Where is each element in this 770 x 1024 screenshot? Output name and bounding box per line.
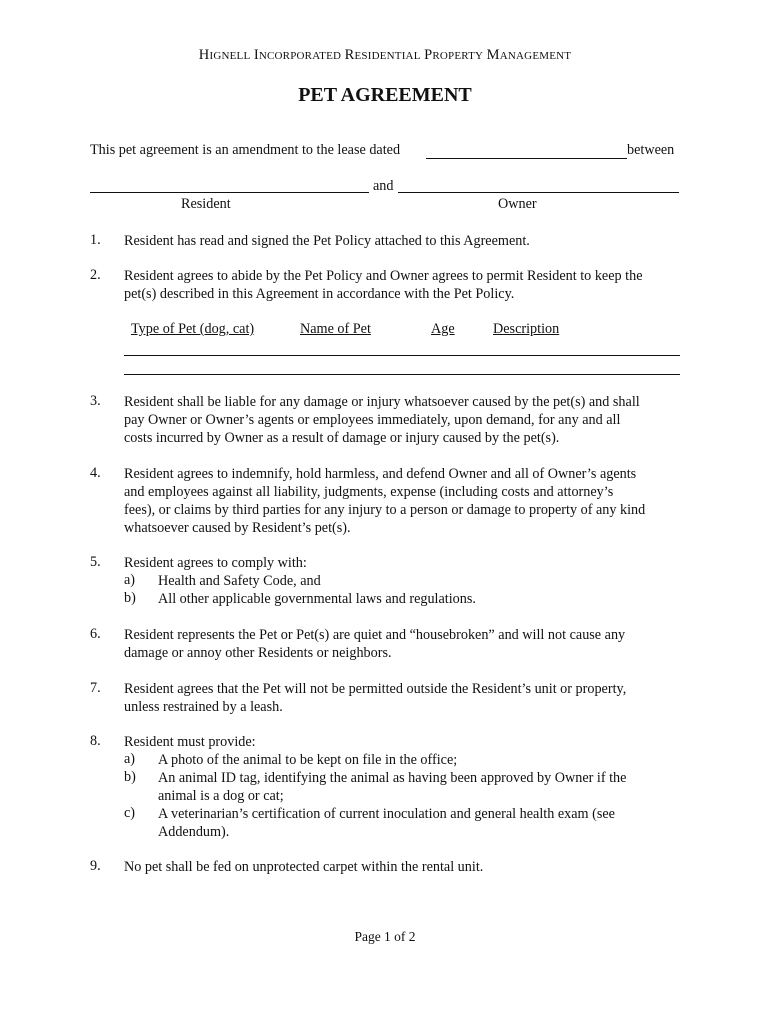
item-text: Resident agrees that the Pet will not be permitted outside the Resident’s unit or property, unless restrained by a leash.: [124, 681, 627, 715]
sub-item-label: a): [124, 572, 136, 588]
intro-between: between: [627, 142, 675, 158]
sub-item-label: b): [124, 769, 136, 785]
resident-label: Resident: [181, 196, 231, 212]
item-number: 1.: [90, 232, 101, 248]
intro-text: This pet agreement is an amendment to the lease dated: [90, 142, 401, 158]
item-text: No pet shall be fed on unprotected carpet within the rental unit.: [124, 859, 484, 875]
resident-name-line[interactable]: [90, 192, 369, 193]
pet-table-header-age: Age: [431, 321, 455, 337]
pet-table-header-type: Type of Pet (dog, cat): [131, 321, 255, 337]
page-number: Page 1 of 2: [354, 929, 416, 944]
header-word: RESIDENTIAL: [344, 47, 421, 63]
item-text: Resident agrees to abide by the Pet Policy and Owner agrees to permit Resident to keep the pet(s) described in this Agreement in accordance with the Pet Policy.: [124, 268, 643, 302]
sub-item-label: b): [124, 590, 136, 606]
item-text: Resident agrees to comply with:: [124, 555, 307, 571]
document-title: PET AGREEMENT: [298, 84, 472, 106]
sub-item-label: a): [124, 751, 136, 767]
intro-and: and: [373, 178, 394, 194]
item-number: 7.: [90, 680, 101, 696]
item-number: 3.: [90, 393, 101, 409]
item-text: Resident agrees to indemnify, hold harmless, and defend Owner and all of Owner’s agents and employees against all liability, judgments, expense (including costs and attorney’s fees), or claims by third parties for any injury to a person or damage to property of any kind whatsoever caused by Resident’s pet(s).: [124, 466, 646, 536]
header-word: HIGNELL: [198, 47, 251, 63]
sub-item-text: A veterinarian’s certification of current inoculation and general health exam (see Addendum).: [158, 806, 615, 840]
company-header: [0, 47, 770, 64]
item-number: 2.: [90, 267, 101, 283]
pet-entry-line[interactable]: [124, 355, 680, 356]
item-number: 5.: [90, 554, 101, 570]
pet-table-header-description: Description: [493, 321, 560, 337]
sub-item-text: An animal ID tag, identifying the animal as having been approved by Owner if the animal is a dog or cat;: [158, 770, 627, 804]
owner-label: Owner: [498, 196, 537, 212]
header-word: MANAGEMENT: [486, 47, 572, 63]
owner-name-line[interactable]: [398, 192, 679, 193]
item-text: Resident has read and signed the Pet Policy attached to this Agreement.: [124, 233, 530, 249]
item-number: 6.: [90, 626, 101, 642]
item-text: Resident represents the Pet or Pet(s) are quiet and “housebroken” and will not cause any damage or annoy other Residents or neighbors.: [124, 627, 626, 661]
lease-date-line[interactable]: [426, 158, 627, 159]
item-number: 4.: [90, 465, 101, 481]
header-word: INCORPORATED: [253, 47, 342, 63]
sub-item-text: Health and Safety Code, and: [158, 573, 321, 589]
item-text: Resident must provide:: [124, 734, 256, 750]
sub-item-text: A photo of the animal to be kept on file in the office;: [158, 752, 458, 768]
pet-table-header-name: Name of Pet: [300, 321, 371, 337]
pet-entry-line[interactable]: [124, 374, 680, 375]
sub-item-text: All other applicable governmental laws and regulations.: [158, 591, 476, 607]
header-word: PROPERTY: [424, 47, 484, 63]
item-number: 8.: [90, 733, 101, 749]
item-number: 9.: [90, 858, 101, 874]
sub-item-label: c): [124, 805, 136, 821]
item-text: Resident shall be liable for any damage or injury whatsoever caused by the pet(s) and shall pay Owner or Owner’s agents or employees immediately, upon demand, for any and all costs incurred by Owner as a result of damage or injury caused by the pet(s).: [124, 394, 640, 446]
